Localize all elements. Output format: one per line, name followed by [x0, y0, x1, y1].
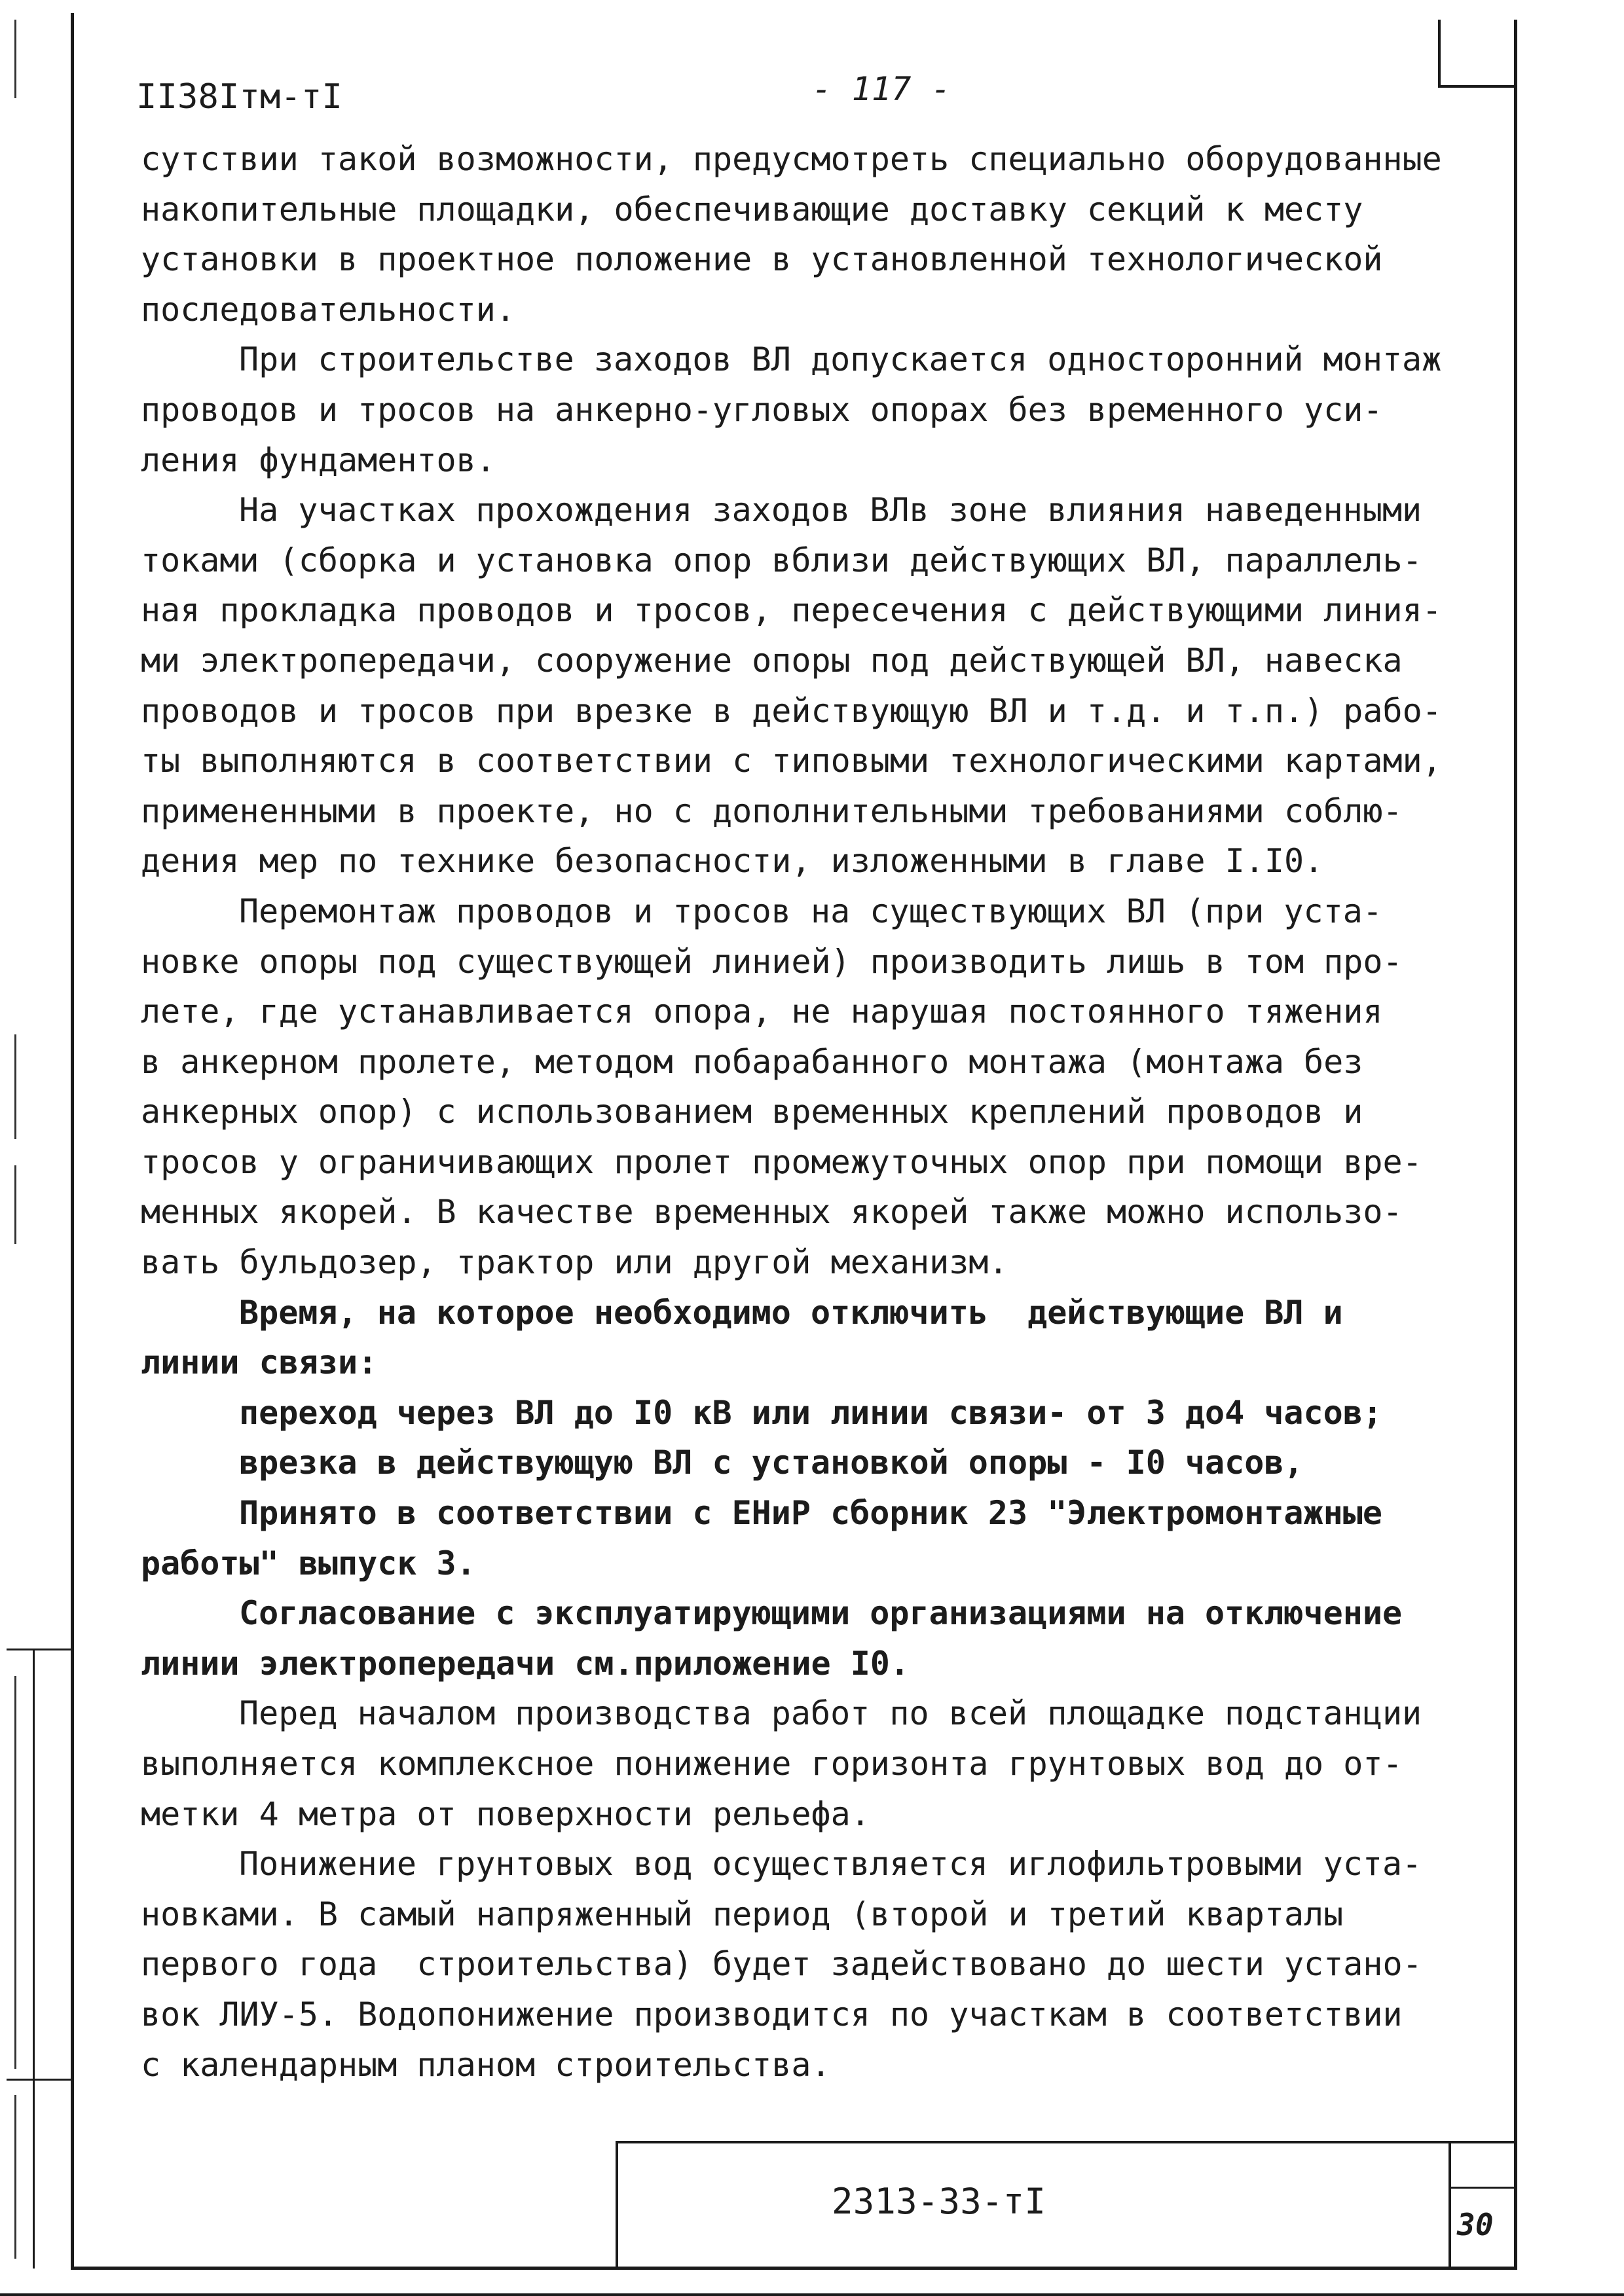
- text-line: новками. В самый напряженный период (второй и третий кварталы: [141, 1895, 1344, 1933]
- text-line: Время, на которое необходимо отключить действующие ВЛ и: [239, 1293, 1343, 1332]
- text-line: установки в проектное положение в установленной технологической: [141, 240, 1383, 279]
- frame-bottom-border: [71, 2267, 1517, 2270]
- page-body: [141, 134, 1483, 2090]
- text-line: в анкерном пролете, методом побарабанного монтажа (монтажа без: [141, 1042, 1363, 1081]
- binding-tick: [14, 1676, 16, 2069]
- text-line: проводов и тросов при врезке в действующую ВЛ и т.д. и т.п.) рабо-: [141, 691, 1442, 730]
- page-marker: - 117 -: [812, 70, 951, 108]
- text-line: линии электропередачи см.приложение I0.: [141, 1644, 910, 1683]
- text-line: новке опоры под существующей линией) производить лишь в том про-: [141, 942, 1403, 981]
- sheet-cell-divider: [1449, 2187, 1517, 2189]
- text-line: примененными в проекте, но с дополнительными требованиями соблю-: [141, 792, 1403, 830]
- text-line: На участках прохождения заходов ВЛв зоне влияния наведенными: [239, 491, 1422, 530]
- text-line: ная прокладка проводов и тросов, пересечения с действующими линия-: [141, 591, 1442, 630]
- text-line: Принято в соответствии с ЕНиР сборник 23 "Электромонтажные: [239, 1494, 1382, 1533]
- document-code: II38Iтм-тI: [136, 77, 343, 117]
- text-line: с календарным планом строительства.: [141, 2045, 831, 2084]
- text-line: ми электропередачи, сооружение опоры под действующей ВЛ, навеска: [141, 641, 1403, 680]
- page-bottom-edge: [0, 2293, 1624, 2296]
- text-line: работы" выпуск 3.: [141, 1544, 476, 1582]
- text-line: вать бульдозер, трактор или другой механизм.: [141, 1243, 1008, 1282]
- text-line: токами (сборка и установка опор вблизи действующих ВЛ, параллель-: [141, 541, 1422, 579]
- text-line: врезка в действующую ВЛ с установкой опоры - I0 часов,: [239, 1444, 1304, 1482]
- text-line: метки 4 метра от поверхности рельефа.: [141, 1795, 870, 1833]
- text-line: переход через ВЛ до I0 кВ или линии связи- от 3 до4 часов;: [239, 1393, 1382, 1432]
- text-line: тросов у ограничивающих пролет промежуточных опор при помощи вре-: [141, 1142, 1422, 1181]
- frame-top-corner-line: [1441, 85, 1517, 88]
- frame-right-border: [1514, 85, 1517, 2269]
- text-line: При строительстве заходов ВЛ допускается односторонний монтаж: [239, 340, 1442, 379]
- title-block-left: [616, 2141, 618, 2269]
- frame-top-corner-vertical: [1438, 20, 1441, 88]
- text-line: Перед началом производства работ по всей площадке подстанции: [239, 1694, 1422, 1733]
- drawing-code: 2313-33-тI: [832, 2181, 1046, 2222]
- text-line: первого года строительства) будет задействовано до шести устано-: [141, 1945, 1422, 1984]
- binding-column-inner: [33, 1649, 35, 2269]
- text-line: менных якорей. В качестве временных якорей также можно использо-: [141, 1193, 1403, 1231]
- text-line: ты выполняются в соответствии с типовыми технологическими картами,: [141, 742, 1442, 780]
- binding-column-mid: [7, 2079, 72, 2081]
- text-line: дения мер по технике безопасности, изложенными в главе I.I0.: [141, 842, 1324, 881]
- frame-left-border: [71, 13, 74, 2269]
- text-line: Перемонтаж проводов и тросов на существующих ВЛ (при уста-: [239, 892, 1382, 930]
- binding-tick: [14, 1034, 16, 1139]
- binding-tick: [14, 2095, 16, 2259]
- text-line: накопительные площадки, обеспечивающие доставку секций к месту: [141, 190, 1363, 228]
- text-line: ления фундаментов.: [141, 441, 496, 479]
- text-line: линии связи:: [141, 1343, 378, 1382]
- text-line: лете, где устанавливается опора, не нарушая постоянного тяжения: [141, 993, 1383, 1031]
- binding-tick: [14, 1165, 16, 1244]
- frame-top-right-stub: [1514, 20, 1517, 85]
- text-line: вок ЛИУ-5. Водопонижение производится по участкам в соответствии: [141, 1995, 1403, 2033]
- binding-tick: [14, 20, 16, 98]
- text-line: анкерных опор) с использованием временных креплений проводов и: [141, 1093, 1363, 1131]
- title-block-top: [616, 2141, 1517, 2143]
- sheet-number: 30: [1457, 2207, 1494, 2242]
- binding-column-top: [7, 1649, 72, 1650]
- text-line: Согласование с эксплуатирующими организациями на отключение: [239, 1594, 1403, 1633]
- text-line: последовательности.: [141, 290, 515, 329]
- text-line: проводов и тросов на анкерно-угловых опорах без временного уси-: [141, 390, 1383, 429]
- title-block-divider: [1449, 2141, 1451, 2269]
- text-line: сутствии такой возможности, предусмотреть специально оборудованные: [141, 140, 1442, 178]
- text-line: Понижение грунтовых вод осуществляется иглофильтровыми уста-: [239, 1845, 1422, 1884]
- text-line: выполняется комплексное понижение горизонта грунтовых вод до от-: [141, 1745, 1403, 1783]
